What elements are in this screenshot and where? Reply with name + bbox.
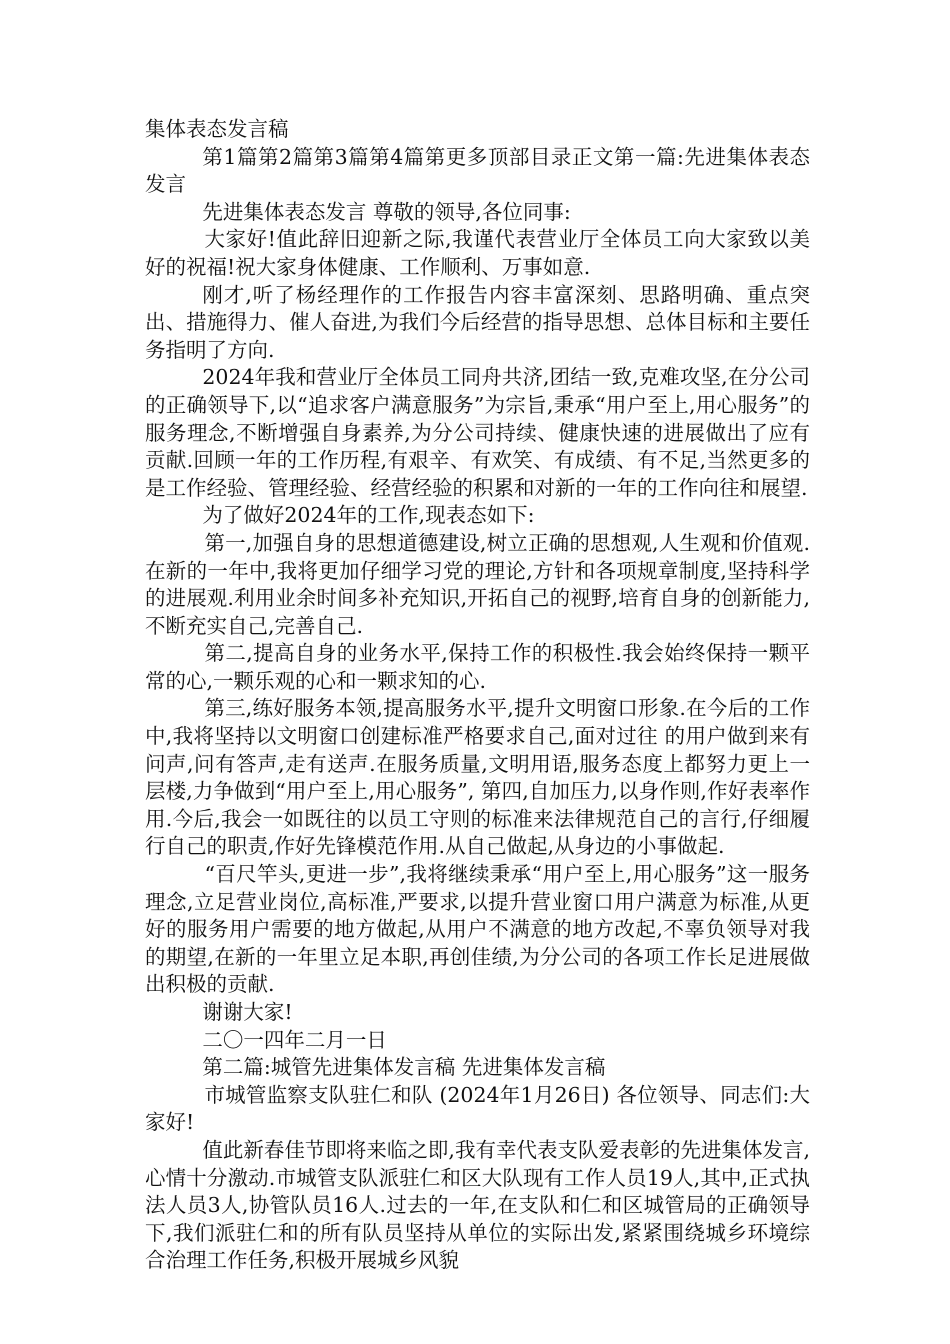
paragraph: 2024年我和营业厅全体员工同舟共济,团结一致,克难攻坚,在分公司的正确领导下,以“追求客户满意服务”为宗旨,秉承“用户至上,用心服务”的服务理念,不断增强自身素养,为分公司持续、健康快速的进展做出了应有贡献.回顾一年的工作历程,有艰辛、有欢笑、有成绩、有不足,当然更多的是工作经验、管理经验、经营经验的积累和对新的一年的工作向往和展望. — [145, 365, 810, 500]
paragraph: 值此新春佳节即将来临之即,我有幸代表支队爱表彰的先进集体发言,心情十分激动.市城管支队派驻仁和区大队现有工作人员19人,其中,正式执法人员3人,协管队员16人.过去的一年,在支队和仁和区城管局的正确领导下,我们派驻仁和的所有队员坚持从单位的实际出发,紧紧围绕城乡环境综合治理工作任务,积极开展城乡风貌 — [145, 1137, 810, 1273]
document-title: 集体表态发言稿 — [145, 117, 289, 141]
document-page — [145, 116, 810, 1275]
paragraph-byline: 市城管监察支队驻仁和队 (2024年1月26日) 各位领导、同志们:大家好! — [145, 1082, 810, 1135]
paragraph: 第一,加强自身的思想道德建设,树立正确的思想观,人生观和价值观.在新的一年中,我将更加仔细学习党的理论,方针和各项规章制度,坚持科学的进展观.利用业余时间多补充知识,开拓自己的视野,培育自身的创新能力,不断充实自己,完善自己. — [145, 530, 810, 638]
paragraph-thanks: 谢谢大家! — [202, 1000, 293, 1024]
paragraph-date: 二〇一四年二月一日 — [202, 1027, 387, 1052]
paragraph: 大家好!值此辞旧迎新之际,我谨代表营业厅全体员工向大家致以美好的祝福!祝大家身体健康、工作顺利、万事如意. — [145, 227, 810, 279]
paragraph: 第二,提高自身的业务水平,保持工作的积极性.我会始终保持一颗平常的心,一颗乐观的心和一颗求知的心. — [145, 641, 810, 693]
section-heading: 第二篇:城管先进集体发言稿 先进集体发言稿 — [202, 1055, 606, 1080]
paragraph: 为了做好2024年的工作,现表态如下: — [202, 503, 535, 528]
paragraph-toc: 第1篇第2篇第3篇第4篇第更多顶部目录正文第一篇:先进集体表态发言 — [145, 144, 810, 197]
paragraph-quote: “百尺竿头,更进一步”,我将继续秉承“用户至上,用心服务”这一服务理念,立足营业岗位,高标准,严要求,以提升营业窗口用户满意为标准,从更好的服务用户需要的地方做起,从用户不满意的地方改起,不辜负领导对我的期望,在新的一年里立足本职,再创佳绩,为分公司的各项工作长足进展做出积极的贡献. — [145, 862, 810, 997]
paragraph-greeting: 先进集体表态发言 尊敬的领导,各位同事: — [202, 199, 571, 224]
paragraph: 刚才,听了杨经理作的工作报告内容丰富深刻、思路明确、重点突出、措施得力、催人奋进,为我们今后经营的指导思想、总体目标和主要任务指明了方向. — [145, 282, 810, 362]
paragraph: 第三,练好服务本领,提高服务水平,提升文明窗口形象.在今后的工作中,我将坚持以文明窗口创建标准严格要求自己,面对过往 的用户做到来有问声,问有答声,走有送声.在服务质量,文明用语,服务态度上都努力更上一层楼,力争做到“用户至上,用心服务”, 第四,自加压力,以身作则,作好表率作用.今后,我会一如既往的以员工守则的标准来法律规范自己的言行,仔细履行自己的职责,作好先锋模范作用.从自己做起,从身边的小事做起. — [145, 696, 810, 859]
